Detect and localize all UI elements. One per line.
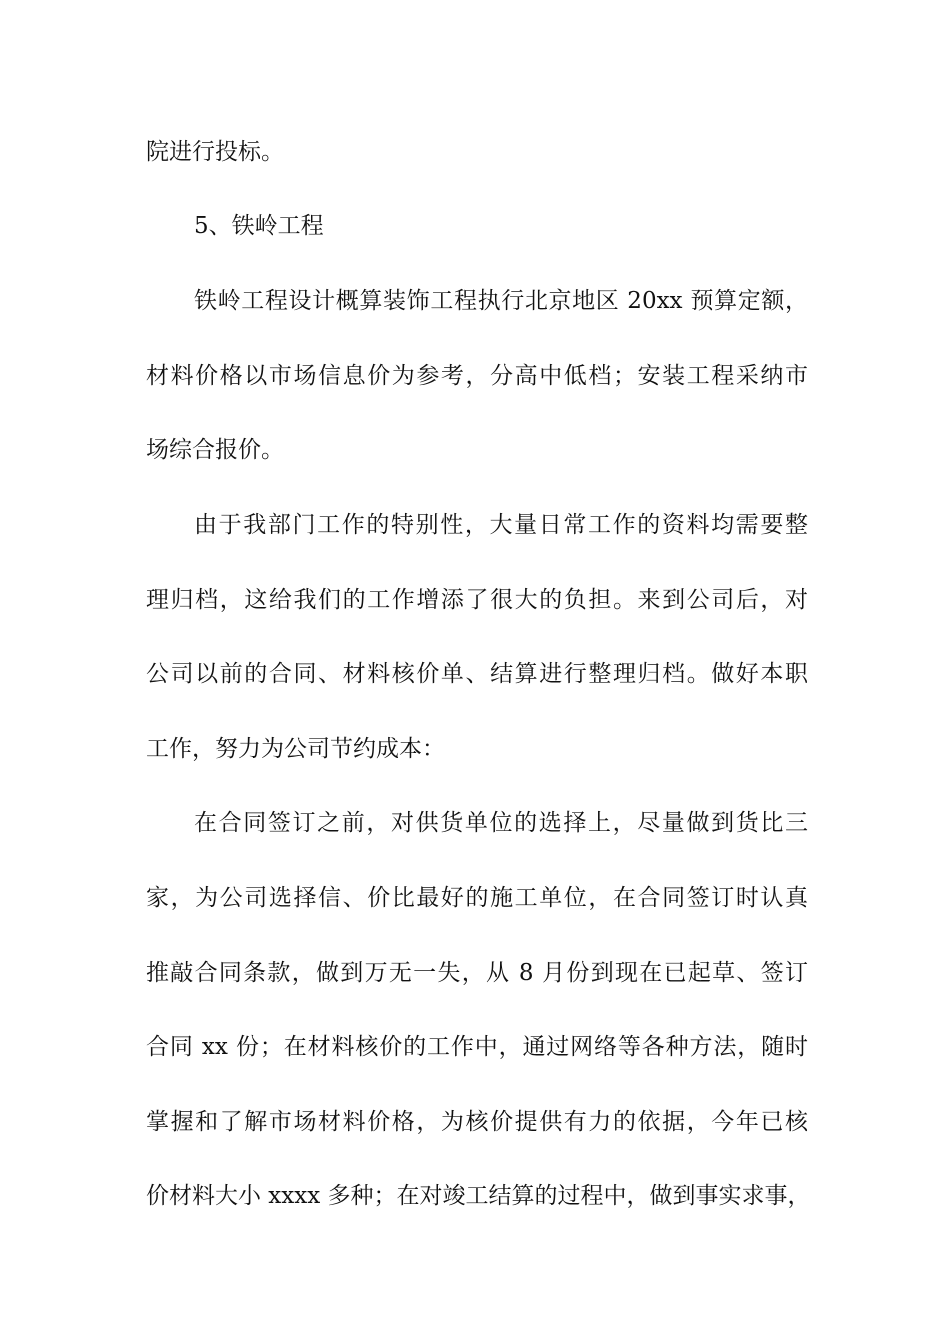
text-line: 在合同签订之前，对供货单位的选择上，尽量做到货比三: [194, 810, 808, 836]
text-line: 场综合报价。: [146, 437, 284, 463]
text-line: 材料价格以市场信息价为参考，分高中低档；安装工程采纳市: [146, 363, 808, 389]
text-line: 价材料大小 xxxx 多种；在对竣工结算的过程中，做到事实求事，: [146, 1183, 811, 1209]
text-line: 公司以前的合同、材料核价单、结算进行整理归档。做好本职: [146, 661, 808, 687]
text-line: 掌握和了解市场材料价格，为核价提供有力的依据，今年已核: [146, 1109, 808, 1135]
text-line: 铁岭工程设计概算装饰工程执行北京地区 20xx 预算定额，: [194, 288, 808, 314]
text-line: 合同 xx 份；在材料核价的工作中，通过网络等各种方法，随时: [146, 1034, 808, 1060]
section-heading: 5、铁岭工程: [194, 213, 324, 239]
text-line: 工作，努力为公司节约成本：: [146, 736, 445, 762]
text-line: 院进行投标。: [146, 139, 284, 165]
text-line: 理归档，这给我们的工作增添了很大的负担。来到公司后，对: [146, 587, 808, 613]
text-line: 家，为公司选择信、价比最好的施工单位，在合同签订时认真: [146, 885, 808, 911]
text-line: 由于我部门工作的特别性，大量日常工作的资料均需要整: [194, 512, 808, 538]
text-line: 推敲合同条款，做到万无一失，从 8 月份到现在已起草、签订: [146, 960, 808, 986]
